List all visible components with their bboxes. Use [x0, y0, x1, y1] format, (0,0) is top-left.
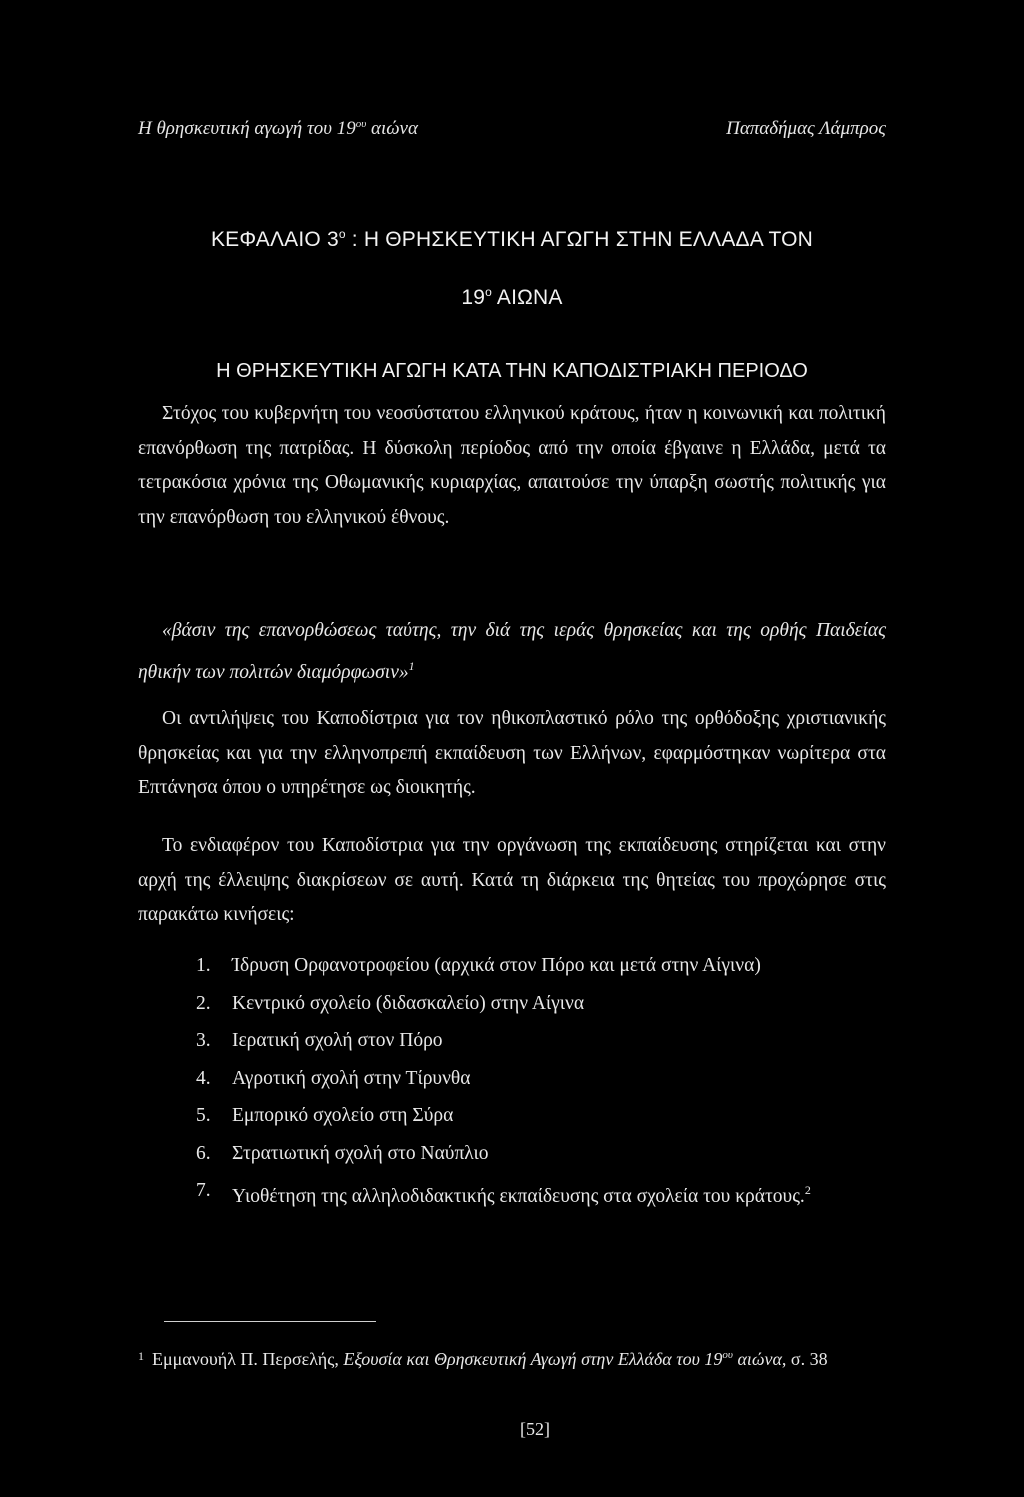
footnote-ref-1: 1	[408, 658, 415, 673]
list-item: 7. Υιοθέτηση της αλληλοδιδακτικής εκπαίδευσης στα σχολεία του κράτους.$^2$	[196, 1180, 811, 1207]
section-title: Η ΘΡΗΣΚΕΥΤΙΚΗ ΑΓΩΓΗ ΚΑΤΑ ΤΗΝ ΚΑΠΟΔΙΣΤΡΙΑΚΗ ΠΕΡΙΟΔΟ	[216, 360, 808, 382]
header-book-title: Η θρησκευτική αγωγή του $19^{o\upsilon}$ αιώνα	[138, 118, 418, 139]
page-number: [52]	[520, 1419, 550, 1439]
list-item: 2. Κεντρικό σχολείο (διδασκαλείο) στην Αίγινα	[196, 992, 585, 1014]
paragraph-kapodistrias-views: Οι αντιλήψεις του Καποδίστρια για τον ηθικοπλαστικό ρόλο της ορθόδοξης χριστιανικής θρησκείας και για την ελληνοπρεπή εκπαίδευση των Ελλήνων, εφαρμόστηκαν νωρίτερα στα Επτάνησα όπου ο υπηρέτησε ως διοικητής.	[138, 708, 886, 798]
list-item: 4. Αγροτική σχολή στην Τίρυνθα	[196, 1067, 471, 1089]
list-item: 5. Εμπορικό σχολείο στη Σύρα	[196, 1105, 454, 1126]
header-author: Παπαδήμας Λάμπρος	[726, 118, 886, 139]
footnote-book-title: Εξουσία και Θρησκευτική Αγωγή στην Ελλάδα του $19^{o\upsilon}$ αιώνα	[343, 1349, 782, 1369]
footnote-1: $^1$ Εμμανουήλ Π. Περσελής, Εξουσία και Θρησκευτική Αγωγή στην Ελλάδα του $19^{o\upsilon}$ αιώνα, σ. 38	[138, 1349, 828, 1369]
actions-list	[196, 947, 886, 1216]
list-item: 1. Ίδρυση Ορφανοτροφείου (αρχικά στον Πόρο και μετά στην Αίγινα)	[196, 955, 761, 976]
paragraph-education-interest: Το ενδιαφέρον του Καποδίστρια για την οργάνωση της εκπαίδευσης στηρίζεται και στην αρχή της έλλειψης διακρίσεων σε αυτή. Κατά τη διάρκεια της θητείας του προχώρησε στις παρακάτω κινήσεις:	[138, 835, 886, 925]
footnote-divider	[164, 1321, 376, 1322]
chapter-title-line-1: ΚΕΦΑΛΑΙΟ $3^o$ : Η ΘΡΗΣΚΕΥΤΙΚΗ ΑΓΩΓΗ ΣΤΗΝ ΕΛΛΑΔΑ ΤΟΝ	[210, 227, 814, 251]
running-header	[138, 118, 886, 144]
list-item: 3. Ιερατική σχολή στον Πόρο	[196, 1030, 443, 1051]
footnote-mark: 1	[138, 1349, 144, 1363]
footnote-ref-2: 2	[804, 1183, 811, 1197]
quote-block: «βάσιν της επανορθώσεως ταύτης, την διά της ιεράς θρησκείας και της ορθής Παιδείας ηθικήν των πολιτών διαμόρφωσιν»$^1$	[138, 620, 886, 683]
chapter-title-line-2: $19^o$ ΑΙΩΝΑ	[461, 285, 563, 309]
list-item: 6. Στρατιωτική σχολή στο Ναύπλιο	[196, 1142, 489, 1164]
paragraph-intro: Στόχος του κυβερνήτη του νεοσύστατου ελληνικού κράτους, ήταν η κοινωνική και πολιτική επανόρθωση της πατρίδας. Η δύσκολη περίοδος από την οποία έβγαινε η Ελλάδα, μετά τα τετρακόσια χρόνια της Οθωμανικής κυριαρχίας, απαιτούσε την ύπαρξη σωστής πολιτικής για την επανόρθωση του ελληνικού έθνους.	[138, 403, 886, 528]
chapter-title	[138, 208, 886, 324]
